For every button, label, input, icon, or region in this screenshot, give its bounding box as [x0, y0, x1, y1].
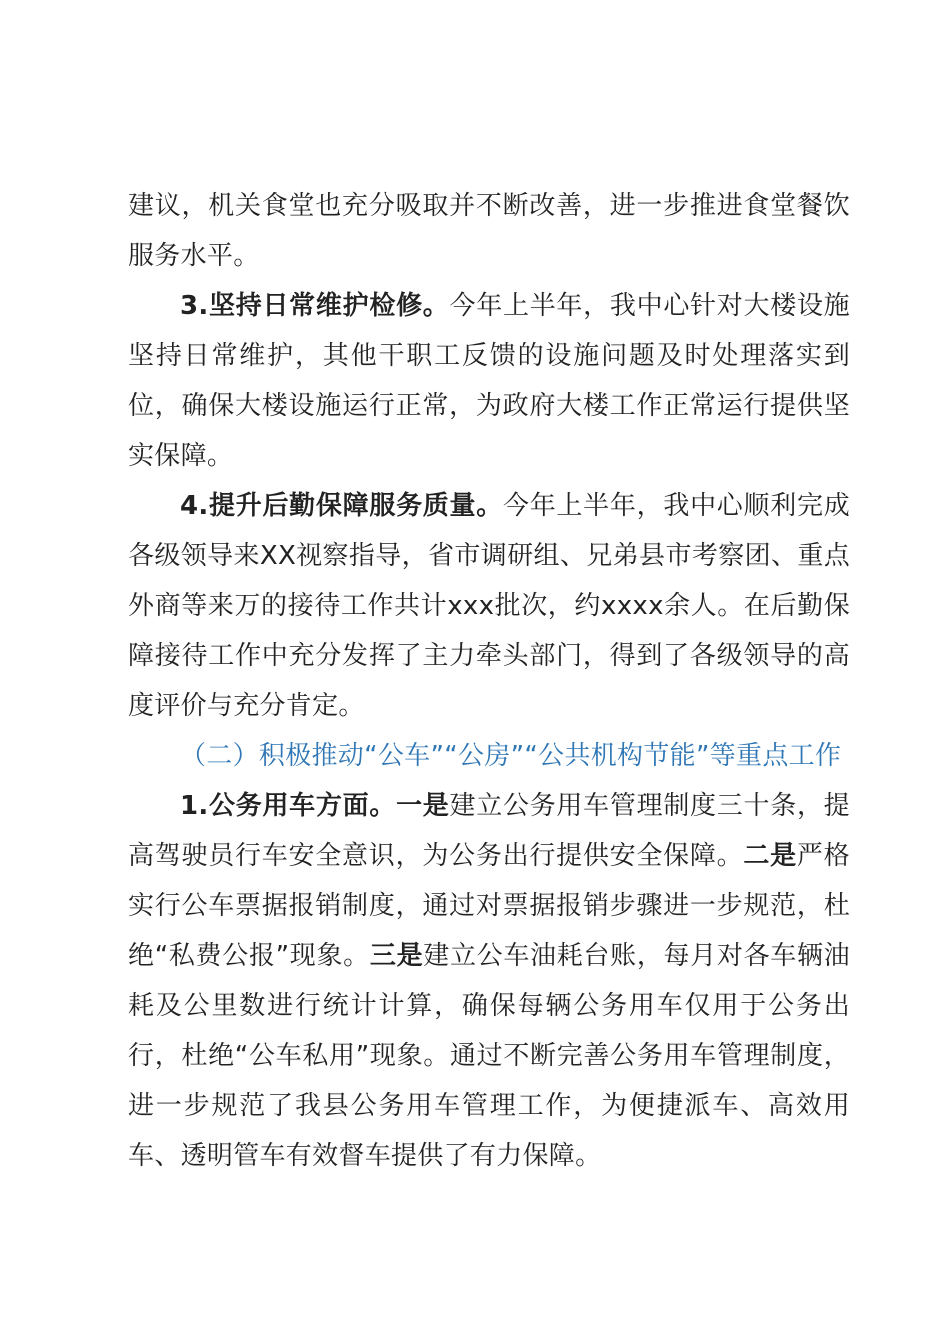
- paragraph-text: 今年上半年，我中心顺利完成各级领导来XX视察指导，省市调研组、兄弟县市考察团、重点外商等来万的接待工作共计xxx批次，约xxxx余人。在后勤保障接待工作中充分发挥了主力牵头部门，得到了各级领导的高度评价与充分肯定。: [128, 491, 850, 721]
- paragraph-maintenance: [128, 281, 850, 481]
- paragraph-canteen-continued: [128, 181, 850, 281]
- paragraph-logistics-quality: [128, 481, 850, 731]
- keyword-third: 三是: [369, 941, 424, 971]
- paragraph-lead: 1.公务用车方面。: [180, 791, 397, 821]
- paragraph-text: 建议，机关食堂也充分吸取并不断改善，进一步推进食堂餐饮服务水平。: [128, 191, 850, 271]
- section-heading-text: （二）积极推动“公车”“公房”“公共机构节能”等重点工作: [180, 741, 842, 771]
- paragraph-text: 今年上半年，我中心针对大楼设施坚持日常维护，其他干职工反馈的设施问题及时处理落实到位，确保大楼设施运行正常，为政府大楼工作正常运行提供坚实保障。: [128, 291, 850, 471]
- paragraph-official-vehicles: [128, 781, 850, 1181]
- keyword-second: 二是: [743, 841, 797, 871]
- keyword-first: 一是: [396, 791, 450, 821]
- paragraph-text: 严格实行公车票据报销制度，通过对票据报销步骤进一步规范，杜绝“私费公报”现象。: [128, 841, 850, 971]
- paragraph-lead: 4.提升后勤保障服务质量。: [180, 491, 503, 521]
- paragraph-lead: 3.坚持日常维护检修。: [180, 291, 450, 321]
- section-heading: [128, 731, 850, 781]
- paragraph-text: 建立公车油耗台账，每月对各车辆油耗及公里数进行统计计算，确保每辆公务用车仅用于公务出行，杜绝“公车私用”现象。通过不断完善公务用车管理制度，进一步规范了我县公务用车管理工作，为便捷派车、高效用车、透明管车有效督车提供了有力保障。: [128, 941, 850, 1171]
- document-body: [128, 181, 850, 1181]
- paragraph-text: 建立公务用车管理制度三十条，提高驾驶员行车安全意识，为公务出行提供安全保障。: [128, 791, 850, 871]
